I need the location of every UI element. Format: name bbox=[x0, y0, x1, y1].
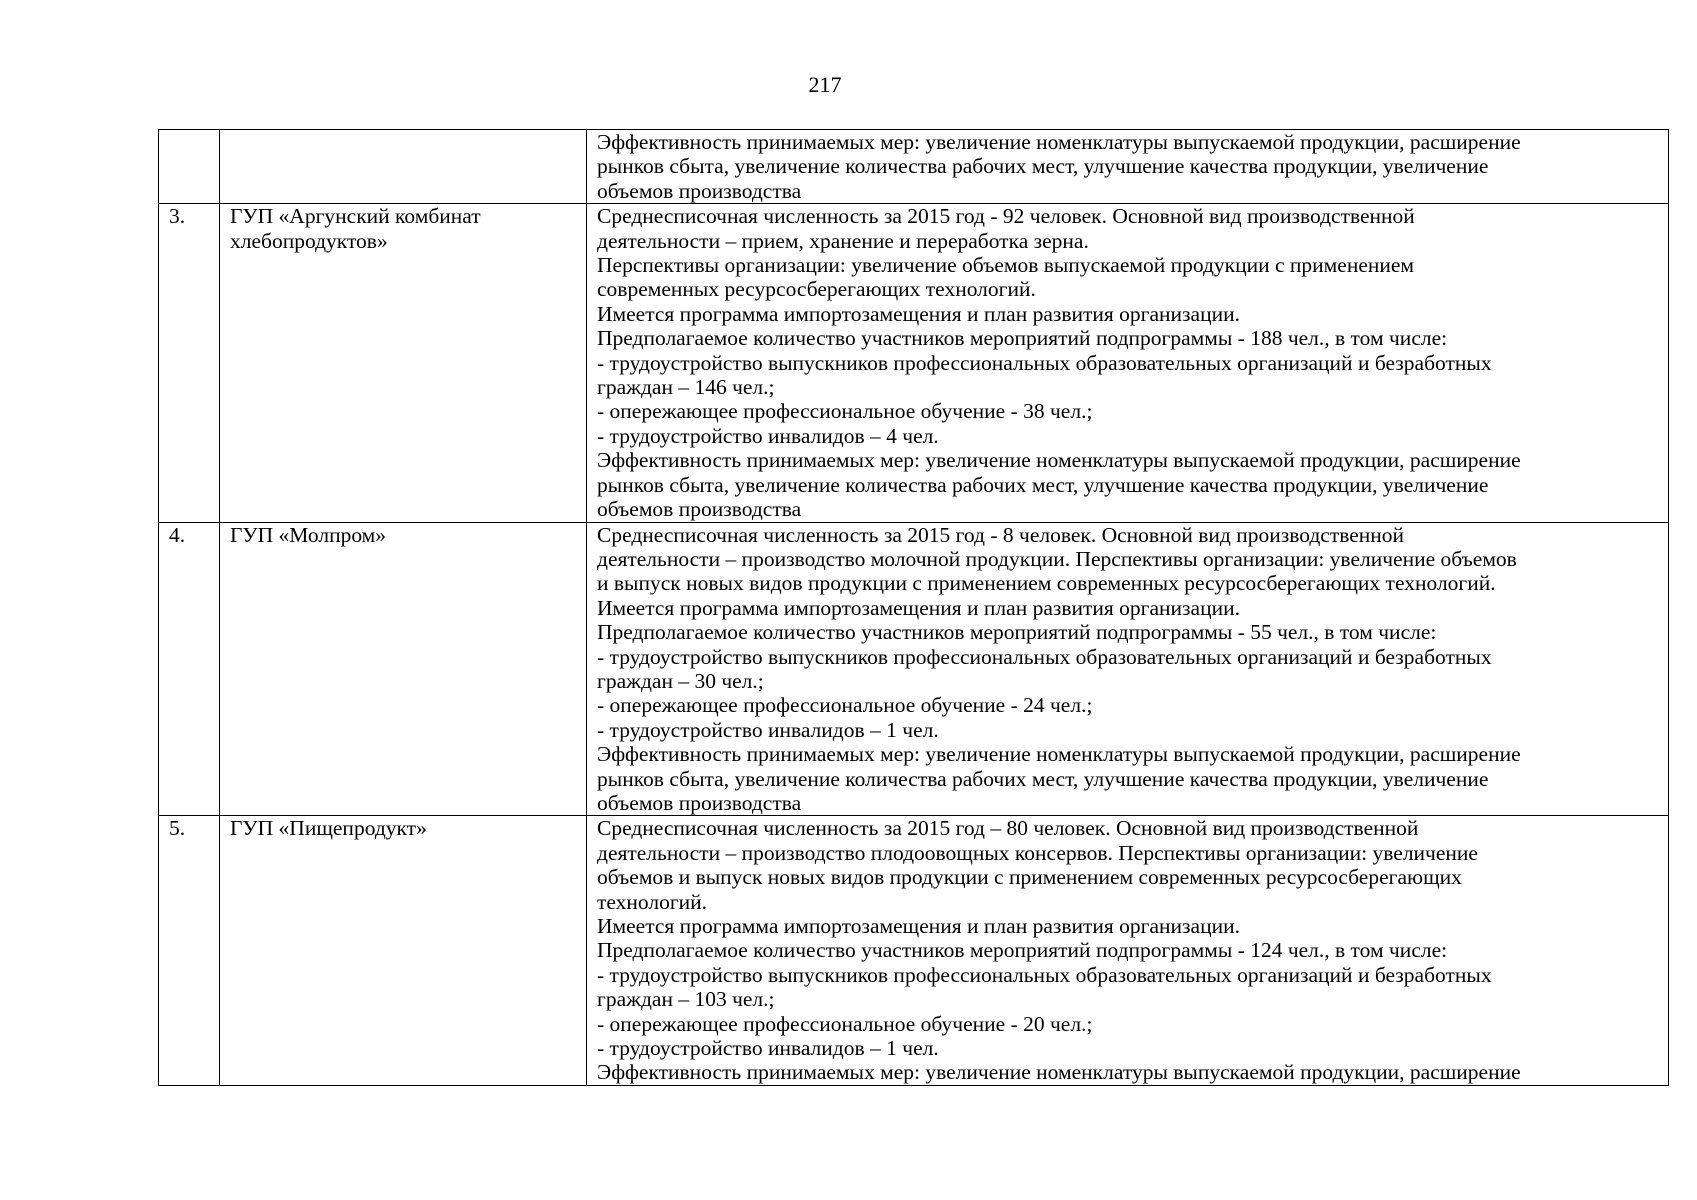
description-line: современных ресурсосберегающих технологий. bbox=[597, 277, 1036, 302]
description-line: деятельности – прием, хранение и переработка зерна. bbox=[597, 228, 1089, 253]
table-body bbox=[159, 130, 1669, 1086]
description-line: и выпуск новых видов продукции с применением современных ресурсосберегающих технологий. bbox=[597, 571, 1496, 596]
description-line: деятельности – производство молочной продукции. Перспективы организации: увеличение объемов bbox=[597, 546, 1517, 571]
description-line: - трудоустройство выпускников профессиональных образовательных организаций и безработных bbox=[597, 644, 1492, 669]
organization-cell bbox=[220, 816, 587, 1085]
organization-name-line: ГУП «Пищепродукт» bbox=[230, 816, 427, 841]
description-line: деятельности – производство плодоовощных консервов. Перспективы организации: увеличение bbox=[597, 840, 1478, 865]
description-line: - трудоустройство выпускников профессиональных образовательных организаций и безработных bbox=[597, 350, 1492, 375]
description-line: Эффективность принимаемых мер: увеличение номенклатуры выпускаемой продукции, расширение bbox=[597, 1060, 1521, 1085]
description-line: Имеется программа импортозамещения и план развития организации. bbox=[597, 595, 1240, 620]
description-line: граждан – 103 чел.; bbox=[597, 987, 775, 1012]
description-line: рынков сбыта, увеличение количества рабочих мест, улучшение качества продукции, увеличение bbox=[597, 766, 1489, 791]
description-line: объемов и выпуск новых видов продукции с применением современных ресурсосберегающих bbox=[597, 865, 1462, 890]
organization-name-line: ГУП «Аргунский комбинат bbox=[230, 204, 481, 229]
table-row bbox=[159, 204, 1669, 522]
description-line: - трудоустройство инвалидов – 1 чел. bbox=[597, 1036, 939, 1061]
description-line: Среднесписочная численность за 2015 год - 8 человек. Основной вид производственной bbox=[597, 522, 1405, 547]
description-line: - опережающее профессиональное обучение - 38 чел.; bbox=[597, 399, 1093, 424]
row-number-cell: 4. bbox=[159, 522, 220, 816]
table-row bbox=[159, 130, 1669, 204]
description-line: Эффективность принимаемых мер: увеличение номенклатуры выпускаемой продукции, расширение bbox=[597, 742, 1521, 767]
programs-table bbox=[158, 129, 1669, 1086]
description-cell bbox=[587, 130, 1669, 204]
description-line: - трудоустройство инвалидов – 4 чел. bbox=[597, 423, 939, 448]
page-number: 217 bbox=[808, 72, 842, 97]
description-line: рынков сбыта, увеличение количества рабочих мест, улучшение качества продукции, увеличение bbox=[597, 154, 1489, 179]
description-line: Имеется программа импортозамещения и план развития организации. bbox=[597, 301, 1240, 326]
description-line: рынков сбыта, увеличение количества рабочих мест, улучшение качества продукции, увеличение bbox=[597, 472, 1489, 497]
description-cell bbox=[587, 522, 1669, 816]
description-line: технологий. bbox=[597, 889, 708, 914]
description-line: граждан – 30 чел.; bbox=[597, 668, 764, 693]
description-cell bbox=[587, 816, 1669, 1085]
description-line: - опережающее профессиональное обучение - 24 чел.; bbox=[597, 693, 1093, 718]
description-line: объемов производства bbox=[597, 497, 802, 522]
organization-cell bbox=[220, 204, 587, 522]
organization-cell bbox=[220, 522, 587, 816]
description-line: - трудоустройство инвалидов – 1 чел. bbox=[597, 717, 939, 742]
description-line: Предполагаемое количество участников мероприятий подпрограммы - 55 чел., в том числе: bbox=[597, 620, 1437, 645]
table-row bbox=[159, 522, 1669, 816]
organization-name-line: хлебопродуктов» bbox=[230, 228, 388, 253]
organization-cell bbox=[220, 130, 587, 204]
description-line: Перспективы организации: увеличение объемов выпускаемой продукции с применением bbox=[597, 253, 1415, 278]
description-line: объемов производства bbox=[597, 178, 802, 203]
description-line: Эффективность принимаемых мер: увеличение номенклатуры выпускаемой продукции, расширение bbox=[597, 130, 1521, 154]
description-line: Эффективность принимаемых мер: увеличение номенклатуры выпускаемой продукции, расширение bbox=[597, 448, 1521, 473]
description-line: Предполагаемое количество участников мероприятий подпрограммы - 124 чел., в том числе: bbox=[597, 938, 1448, 963]
organization-name-line: ГУП «Молпром» bbox=[230, 522, 387, 547]
description-line: Среднесписочная численность за 2015 год - 92 человек. Основной вид производственной bbox=[597, 204, 1415, 229]
description-line: Имеется программа импортозамещения и план развития организации. bbox=[597, 914, 1240, 938]
row-number-cell: 3. bbox=[159, 204, 220, 522]
description-line: граждан – 146 чел.; bbox=[597, 375, 775, 400]
description-line: - опережающее профессиональное обучение - 20 чел.; bbox=[597, 1011, 1093, 1036]
description-cell bbox=[587, 204, 1669, 522]
row-number-cell: 5. bbox=[159, 816, 220, 1085]
description-line: Предполагаемое количество участников мероприятий подпрограммы - 188 чел., в том числе: bbox=[597, 326, 1448, 351]
description-line: Среднесписочная численность за 2015 год – 80 человек. Основной вид производственной bbox=[597, 816, 1419, 841]
description-line: - трудоустройство выпускников профессиональных образовательных организаций и безработных bbox=[597, 962, 1492, 987]
table-row bbox=[159, 816, 1669, 1085]
row-number-cell bbox=[159, 130, 220, 204]
description-line: объемов производства bbox=[597, 790, 802, 815]
